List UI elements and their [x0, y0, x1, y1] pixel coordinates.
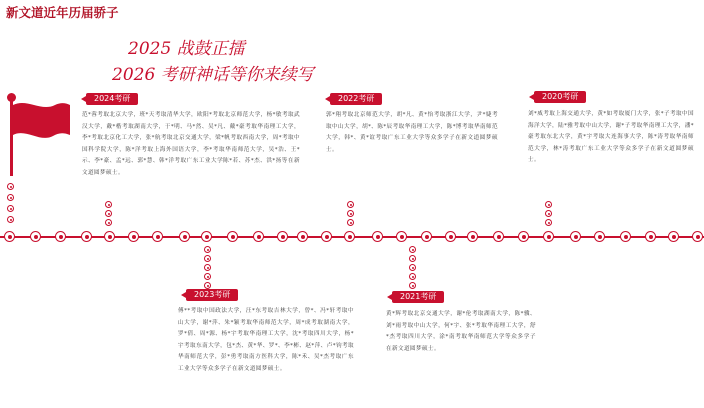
timeline-node — [668, 231, 679, 242]
connector-dot — [409, 255, 416, 262]
year-text-2021: 黄*辉考取北京交通大学，谢*伦考取湖南大学，陈*骥、刘*雨考取中山大学，何*宇、张*考取华南理工大学，舒*杰考取四川大学，涂*南考取华南师范大学等众多学子在新文道圆梦硕士。 — [386, 311, 536, 352]
connector-dot — [204, 273, 211, 280]
year-text-2023: 傅**考取中国政法大学，汪*东考取吉林大学，曾*、冯*轩考取中山大学，谢*萍、朱*颖考取华南师范大学，周*成考取湖南大学，罗*倩、周*源、杨*宇考取华南理工大学，沈*考取四川大学，杨*宇考取东南大学，包*杰、黄*华、罗*、李*彬、赵*萍、卢*钧考取华南师范大学，彭*勇考取南方医科大学，陈*禾、吴*杰考取广东工业大学等众多学子在新文道圆梦硕士。 — [178, 308, 354, 372]
timeline-node — [4, 231, 15, 242]
connector-dot — [409, 282, 416, 289]
timeline-node — [55, 231, 66, 242]
connector-dot — [409, 273, 416, 280]
connector-dot — [7, 194, 14, 201]
connector-dot — [105, 219, 112, 226]
timeline-node — [179, 231, 190, 242]
timeline-node — [421, 231, 432, 242]
page-title: 新文道近年历届骄子 — [6, 5, 119, 20]
headline-line-1: 2025 战鼓正擂 — [128, 39, 245, 59]
connector-dot — [7, 216, 14, 223]
timeline-node — [201, 231, 212, 242]
year-text-2020: 刘*威考取上海交通大学，黄*如考取厦门大学，张*子考取中国海洋大学，陆*雅考取中山大学，谢*子考取华南理工大学，潘*豪考取东北大学，黄*宇考取大连海事大学，陈*涛考取华南师范大学，林*涛考取广东工业大学等众多学子在新文道圆梦硕士。 — [528, 111, 694, 164]
connector-dot — [545, 219, 552, 226]
timeline-node — [518, 231, 529, 242]
timeline-node — [321, 231, 332, 242]
connector-dot — [409, 264, 416, 271]
connector-dot — [7, 183, 14, 190]
headline-line-2: 2026 考研神话等你来续写 — [112, 65, 314, 85]
red-flag-icon — [13, 102, 70, 140]
timeline-node — [445, 231, 456, 242]
connector-dot — [409, 246, 416, 253]
connector-dot — [204, 264, 211, 271]
timeline-node — [277, 231, 288, 242]
timeline-node — [692, 231, 703, 242]
timeline-node — [253, 231, 264, 242]
connector-dot — [545, 201, 552, 208]
timeline-node — [128, 231, 139, 242]
connector-dot — [204, 282, 211, 289]
timeline-node — [30, 231, 41, 242]
year-text-2024: 范*蓉考取北京大学，班*天考取清华大学，欧阳*考取北京师范大学，杨*敏考取武汉大学，戴*楷考取湖南大学，于*明、马*然、吴*凡、戴*豪考取华南理工大学，李*考取北京化工大学，张*航考取北京交通大学，梁*帆考取西南大学，周*考取中国科学院大学，陈*洋考取上海外国语大学，李*考取华南师范大学，吴*浩、王*示、李*豪、孟*远、郭*慧、韩*洋考取广东工业大学陈*若、苏*杰、洪*扬等在新文道圆梦硕士。 — [82, 112, 300, 176]
timeline-node — [227, 231, 238, 242]
timeline-node — [543, 231, 554, 242]
year-badge-2020: 2020考研 — [534, 91, 586, 103]
connector-dot — [204, 255, 211, 262]
timeline-node — [493, 231, 504, 242]
year-badge-2021: 2021考研 — [392, 291, 444, 303]
timeline-node — [81, 231, 92, 242]
connector-dot — [105, 210, 112, 217]
timeline-node — [594, 231, 605, 242]
connector-dot — [7, 205, 14, 212]
timeline-node — [645, 231, 656, 242]
year-text-2022: 郭*翔考取北京师范大学，胡*凡、黄*怡考取浙江大学，尹*婕考取中山大学，胡*、陈*辰考取华南理工大学，陈*博考取华南师范大学，韩*、黄*谊考取广东工业大学等众多学子在新文道圆梦硕士。 — [326, 112, 498, 153]
timeline-node — [570, 231, 581, 242]
timeline-node — [297, 231, 308, 242]
connector-dot — [204, 246, 211, 253]
connector-dot — [347, 210, 354, 217]
year-badge-2022: 2022考研 — [330, 93, 382, 105]
connector-dot — [105, 201, 112, 208]
timeline-node — [104, 231, 115, 242]
timeline-node — [372, 231, 383, 242]
timeline-node — [467, 231, 478, 242]
timeline-node — [396, 231, 407, 242]
year-badge-2024: 2024考研 — [86, 93, 138, 105]
connector-dot — [347, 201, 354, 208]
year-badge-2023: 2023考研 — [186, 289, 238, 301]
timeline-node — [620, 231, 631, 242]
connector-dot — [347, 219, 354, 226]
timeline-node — [344, 231, 355, 242]
timeline-node — [152, 231, 163, 242]
connector-dot — [545, 210, 552, 217]
